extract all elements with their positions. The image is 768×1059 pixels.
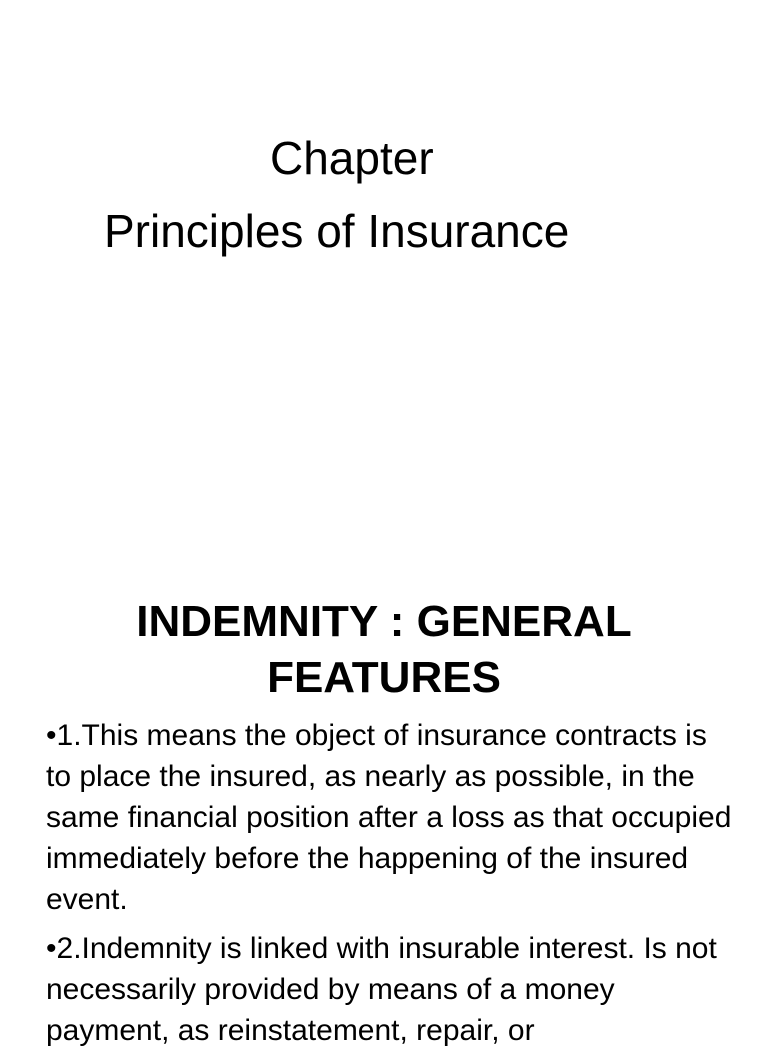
chapter-title: Principles of Insurance <box>104 205 570 257</box>
chapter-label: Chapter <box>270 132 434 184</box>
slide-heading <box>0 594 768 706</box>
content-slide <box>0 576 768 1047</box>
slide-heading-line1: INDEMNITY : GENERAL <box>136 597 632 646</box>
bullet-item-1: •1.This means the object of insurance contracts is to place the insured, as nearly as possible, in the same financial position after a loss as that occupied immediately before the happening of the insured event. <box>46 719 732 916</box>
slide-heading-line2: FEATURES <box>267 653 501 702</box>
bullet-item-2: •2.Indemnity is linked with insurable interest. Is not necessarily provided by means of a money payment, as reinstatement, repair, or <box>46 932 717 1047</box>
bullet-list <box>46 715 736 1059</box>
